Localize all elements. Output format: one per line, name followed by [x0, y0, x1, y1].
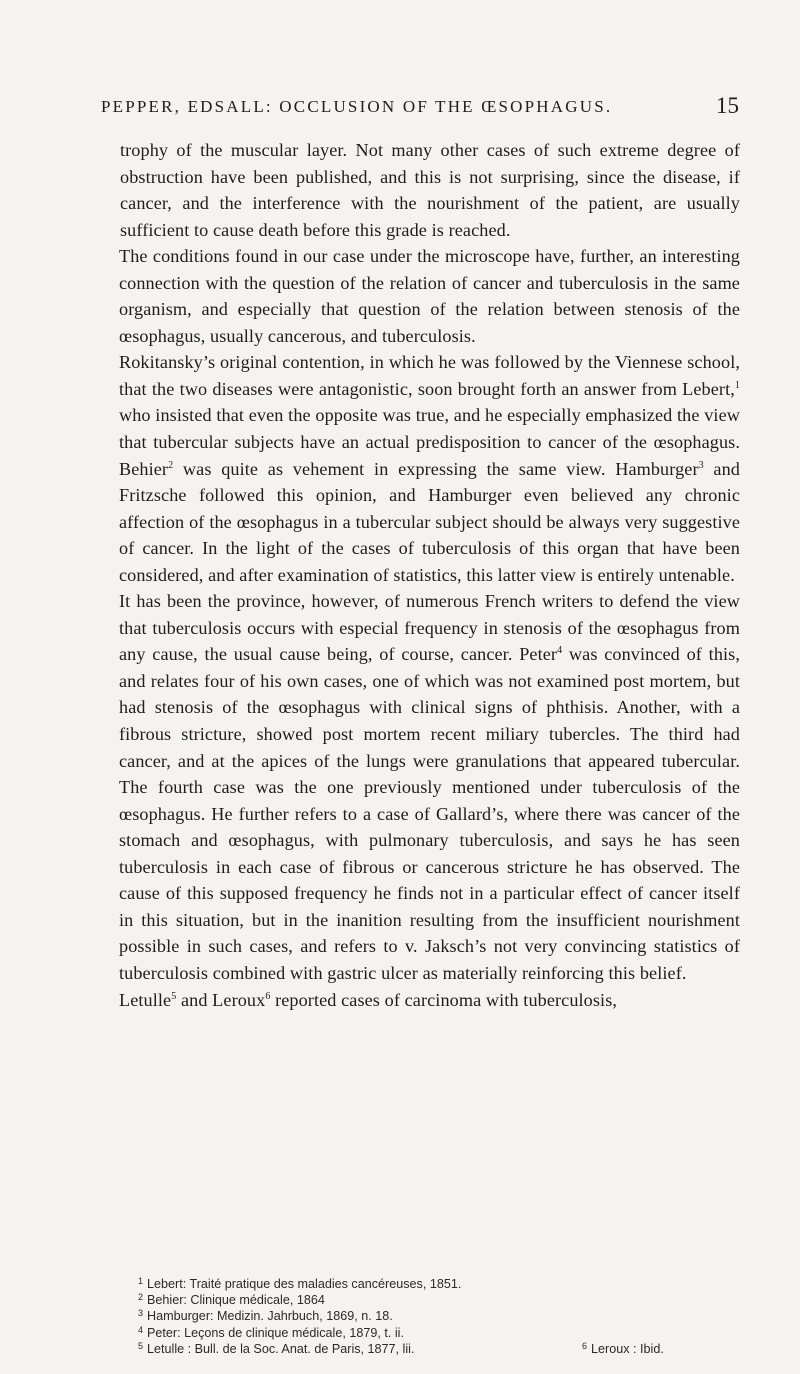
- footnote-ref-6[interactable]: 6: [265, 990, 271, 1002]
- paragraph-1: trophy of the muscular layer. Not many other cases of such extreme degree of obstruction have been published, and this is not surprising, since the disease, if cancer, and the interference with the nourishment of the patient, are usually sufficient to cause death before this grade is reached.: [120, 140, 740, 240]
- paragraph-5-text-a: Letulle: [119, 989, 172, 1010]
- paragraph-4-text-b: was convinced of this, and relates four of his own cases, one of which was not examined post mortem, but had stenosis of the œsophagus with clinical signs of phthisis. Another, with a fibrous stricture, showed post mortem recent miliary tubercles. The third had cancer, and at the apices of the lungs were granulations that appeared tubercular. The fourth case was the one previously mentioned under tuberculosis of the œsophagus. He further refers to a case of Gallard’s, where there was cancer of the stomach and œsophagus, with pulmonary tuberculosis, and says he has seen tuberculosis in each case of fibrous or cancerous stricture he has observed. The cause of this supposed frequency he finds not in a particular effect of cancer itself in this situation, but in the inanition resulting from the insufficient nourishment possible in such cases, and refers to v. Jaksch’s not very convincing statistics of tuberculosis combined with gastric ulcer as materially reinforcing this belief.: [119, 644, 740, 983]
- footnote-ref-3[interactable]: 3: [698, 459, 704, 471]
- footnote-6: [582, 1338, 664, 1357]
- footnote-ref-2[interactable]: 2: [168, 459, 174, 471]
- footnote-number: 5: [138, 1340, 144, 1351]
- footnote-number: 4: [138, 1324, 144, 1335]
- footnote-4: [138, 1322, 740, 1338]
- paragraph-4-text-a: It has been the province, however, of numerous French writers to defend the view that tuberculosis occurs with especial frequency in stenosis of the œsophagus from any cause, the usual cause being, of course, cancer. Peter: [119, 591, 740, 665]
- footnote-5: [138, 1342, 414, 1356]
- paragraph-5: [119, 987, 740, 1014]
- running-head-title: PEPPER, EDSALL: OCCLUSION OF THE ŒSOPHAGUS.: [101, 97, 613, 116]
- paragraph-3-text-b: who insisted that even the opposite was true, and he especially emphasized the view that tubercular subjects have an actual predisposition to cancer of the œsophagus. Behier: [119, 405, 740, 479]
- footnote-text: Peter: Leçons de clinique médicale, 1879, t. ii.: [147, 1325, 404, 1340]
- paragraph-3-text-a: Rokitansky’s original contention, in which he was followed by the Viennese school, that the two diseases were antagonistic, soon brought forth an answer from Lebert,: [119, 352, 740, 399]
- footnote-text: Behier: Clinique médicale, 1864: [147, 1293, 325, 1308]
- footnote-text: Lebert: Traité pratique des maladies cancéreuses, 1851.: [147, 1277, 462, 1291]
- paragraph-4: [119, 588, 740, 986]
- footnote-number: 3: [138, 1308, 144, 1319]
- paragraph-5-text-b: and Leroux: [176, 989, 266, 1010]
- footnote-3: [138, 1305, 740, 1324]
- footnote-ref-4[interactable]: 4: [557, 645, 563, 657]
- footnote-number: 6: [582, 1340, 588, 1351]
- footnote-ref-5[interactable]: 5: [171, 990, 177, 1002]
- footnote-1: [138, 1273, 740, 1289]
- footnote-text: Hamburger: Medizin. Jahrbuch, 1869, n. 18.: [147, 1309, 393, 1324]
- paragraph-3: [119, 349, 740, 588]
- footnote-text: Leroux : Ibid.: [591, 1341, 664, 1356]
- footnote-number: 2: [138, 1292, 144, 1303]
- footnote-number: 1: [138, 1276, 144, 1286]
- footnote-5-6: [138, 1338, 740, 1354]
- paragraph-3-text-c: was quite as vehement in expressing the same view. Hamburger: [173, 458, 699, 479]
- footnotes: [138, 1273, 740, 1354]
- body-text: [120, 137, 740, 1013]
- footnote-ref-1[interactable]: 1: [734, 379, 740, 391]
- running-head: [101, 93, 739, 123]
- paragraph-5-text-c: reported cases of carcinoma with tuberculosis,: [270, 989, 618, 1010]
- paragraph-3-text-d: and Fritzsche followed this opinion, and Hamburger even believed any chronic affection of the œsophagus in a tubercular subject should be always very suggestive of cancer. In the light of the cases of tuberculosis of this organ that have been considered, and after examination of statistics, this latter view is entirely untenable.: [119, 458, 740, 585]
- page-number: 15: [716, 93, 739, 118]
- footnote-text: Letulle : Bull. de la Soc. Anat. de Paris, 1877, lii.: [147, 1341, 415, 1356]
- footnote-2: [138, 1289, 740, 1308]
- paragraph-2: The conditions found in our case under the microscope have, further, an interesting connection with the question of the relation of cancer and tuberculosis in the same organism, and especially that question of the relation between stenosis of the œsophagus, usually cancerous, and tuberculosis.: [119, 246, 740, 346]
